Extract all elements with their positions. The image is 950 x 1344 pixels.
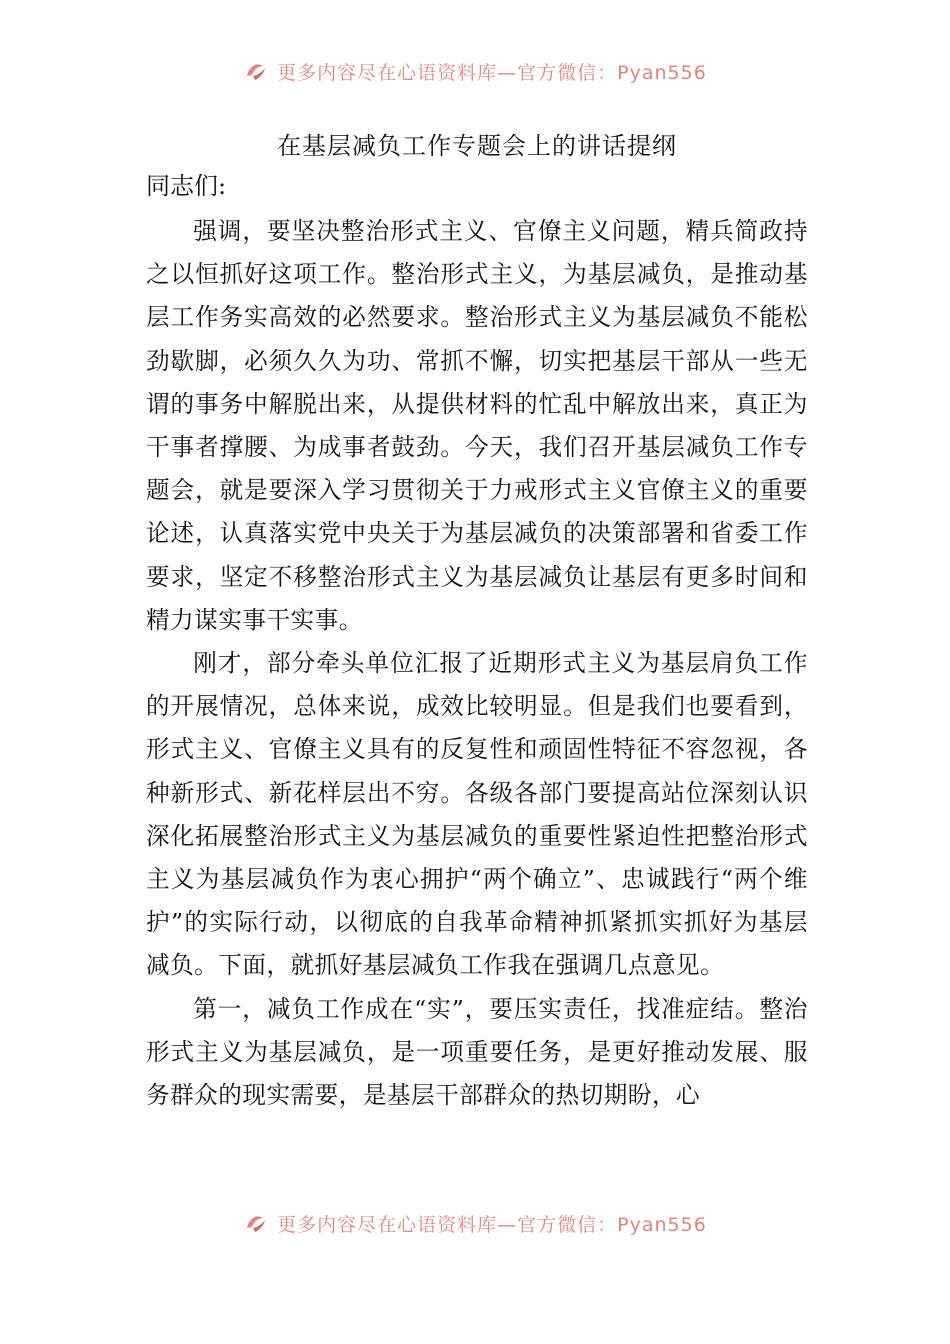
salutation: 同志们:: [146, 172, 227, 200]
document-title: 在基层减负工作专题会上的讲话提纲: [277, 132, 677, 160]
watermark-logo-icon: [243, 1210, 269, 1236]
paragraph-situation: 刚才，部分牵头单位汇报了近期形式主义为基层肩负工作的开展情况，总体来说，成效比较明显。但是我们也要看到，形式主义、官僚主义具有的反复性和顽固性特征不容忽视，各种新形式、新花样层出不穷。各级各部门要提高站位深刻认识深化拓展整治形式主义为基层减负的重要性紧迫性把整治形式主义为基层减负作为衷心拥护“两个确立”、忠诚践行“两个维护”的实际行动，以彻底的自我革命精神抓紧抓实抓好为基层减负。下面，就抓好基层减负工作我在强调几点意见。: [146, 649, 808, 980]
footer-watermark: [0, 1208, 950, 1238]
watermark-logo-icon: [243, 58, 269, 84]
watermark-text: 更多内容尽在心语资料库—官方微信：Pyan556: [277, 61, 707, 84]
header-watermark: [0, 56, 950, 86]
paragraph-point-one: 第一，减负工作成在“实”，要压实责任，找准症结。整治形式主义为基层减负，是一项重要任务，是更好推动发展、服务群众的现实需要，是基层干部群众的热切期盼，心: [146, 994, 808, 1110]
paragraph-intro: 强调，要坚决整治形式主义、官僚主义问题，精兵简政持之以恒抓好这项工作。整治形式主义，为基层减负，是推动基层工作务实高效的必然要求。整治形式主义为基层减负不能松劲歇脚，必须久久为功、常抓不懈，切实把基层干部从一些无谓的事务中解脱出来，从提供材料的忙乱中解放出来，真正为干事者撑腰、为成事者鼓劲。今天，我们召开基层减负工作专题会，就是要深入学习贯彻关于力戒形式主义官僚主义的重要论述，认真落实党中央关于为基层减负的决策部署和省委工作要求，坚定不移整治形式主义为基层减负让基层有更多时间和精力谋实事干实事。: [146, 217, 808, 634]
document-body: [146, 126, 808, 1117]
watermark-text: 更多内容尽在心语资料库—官方微信：Pyan556: [277, 1213, 707, 1236]
